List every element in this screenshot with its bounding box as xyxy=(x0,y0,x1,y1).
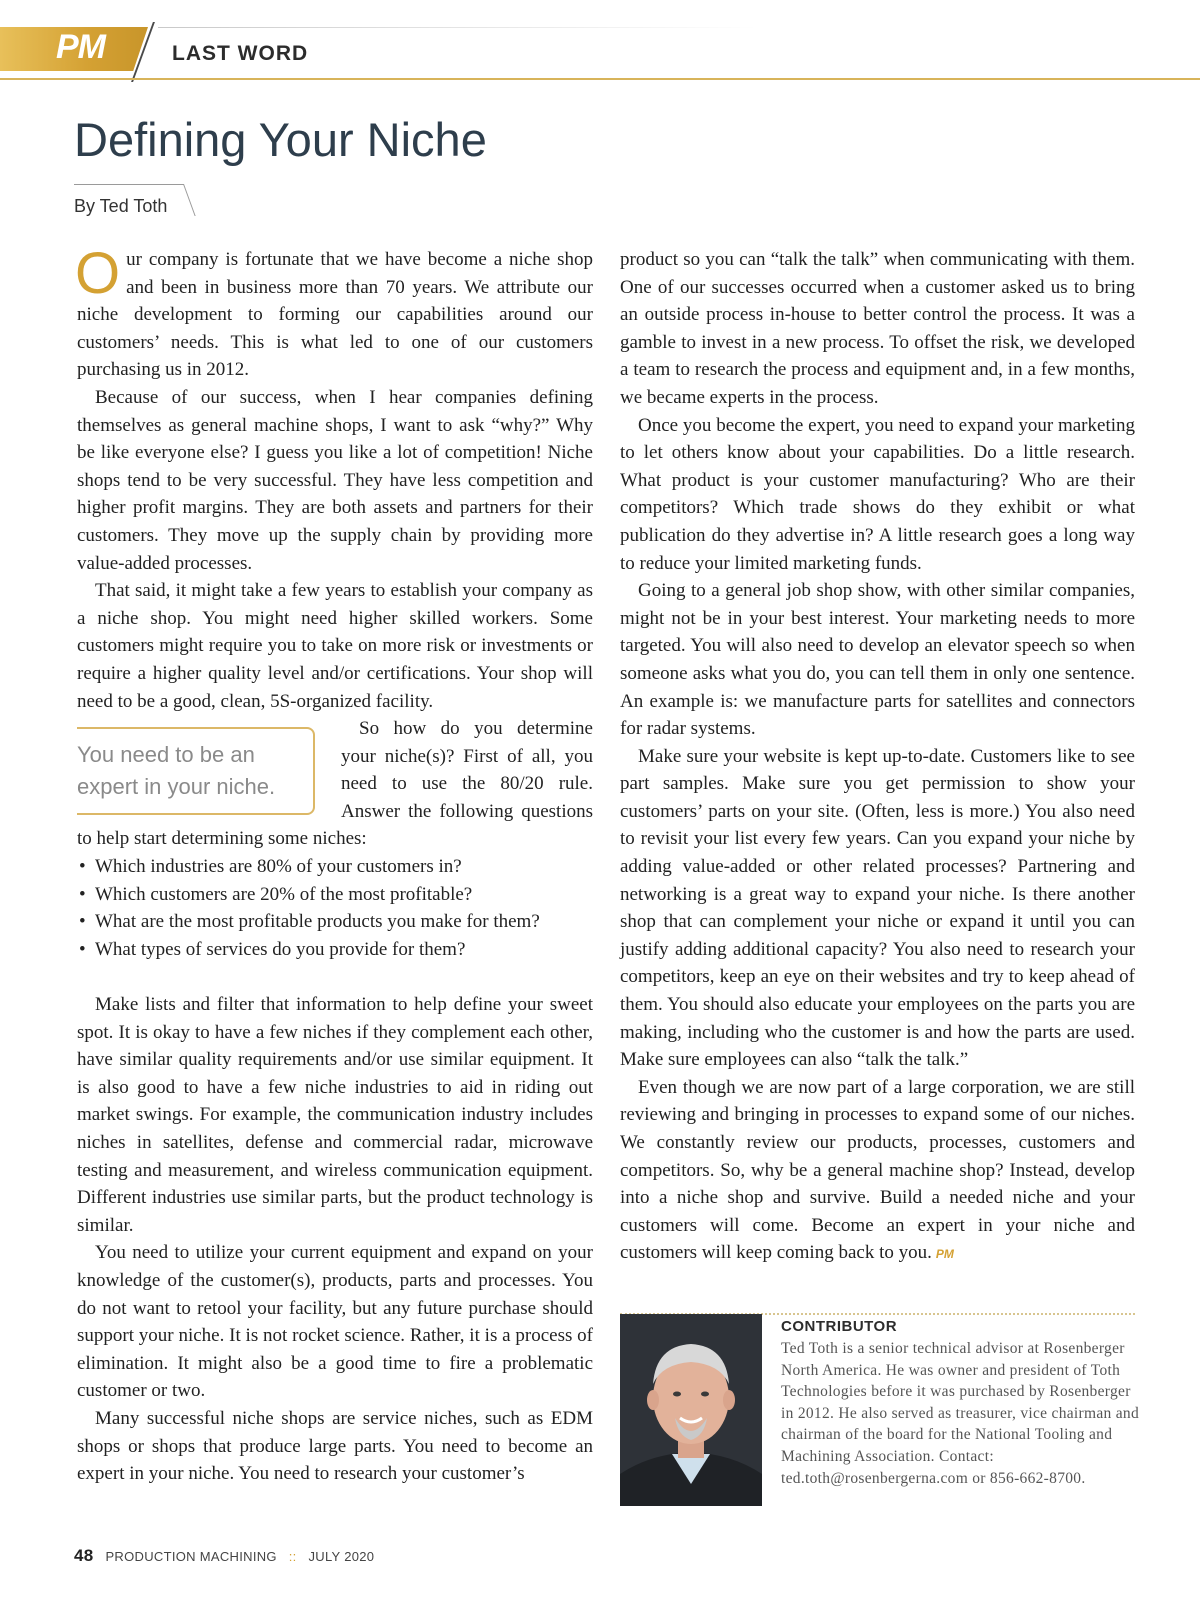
page-header xyxy=(0,0,1200,82)
pull-quote: You need to be an expert in your niche. xyxy=(77,727,315,815)
paragraph: Going to a general job shop show, with other similar companies, might not be in your best interest. Your marketing needs to more targeted. You will also need to develop an elevator speech so when someone asks what you do, you can tell them in only one sentence. An example is: we manufacture parts for satellites and connectors for radar systems. xyxy=(620,580,1135,740)
drop-cap: O xyxy=(75,241,121,306)
paragraph-intro xyxy=(75,241,593,384)
question-list xyxy=(77,853,593,963)
paragraph: So how do you determine your niche(s)? First of all, you need to use the 80/20 rule. Answer the following questions to help start determining some niches: xyxy=(77,718,593,850)
paragraph: Make lists and filter that information to help define your sweet spot. It is okay to have a few niches if they complement each other, have similar quality requirements and/or use similar equipment. It is also good to have a few niche industries to aid in riding out market swings. For example, the communication industry includes niches in satellites, defense and commercial radar, microwave testing and measurement, and wireless communication equipment. Different industries use similar parts, but the product technology is similar. xyxy=(77,994,593,1236)
paragraph-with-pullquote xyxy=(77,577,593,715)
brand-mark: PM xyxy=(56,28,105,66)
contributor-label: CONTRIBUTOR xyxy=(781,1318,898,1335)
issue-date: JULY 2020 xyxy=(308,1549,375,1564)
paragraph-text: Even though we are now part of a large corporation, we are still reviewing and bringing in processes to expand some of our niches. We constantly review our products, processes, customers and competitors. So, why be a general machine shop? Instead, develop into a niche shop and survive. Build a needed niche and your customers will come. Become an expert in your niche and customers will keep coming back to you. xyxy=(620,1076,1135,1264)
section-label: LAST WORD xyxy=(172,42,309,65)
list-item: • Which industries are 80% of your customers in? xyxy=(95,853,593,881)
paragraph-final xyxy=(620,1074,1135,1269)
article-title: Defining Your Niche xyxy=(74,113,487,166)
paragraph-intro-text: ur company is fortunate that we have become a niche shop and been in business more than 70 years. We attribute our niche development to forming our capabilities around our customers’ needs. This is what led to one of our customers purchasing us in 2012. xyxy=(77,249,593,381)
header-top-rule xyxy=(158,27,758,28)
list-item: • Which customers are 20% of the most profitable? xyxy=(95,881,593,909)
publication-name: PRODUCTION MACHINING xyxy=(105,1549,277,1564)
paragraph: Make sure your website is kept up-to-date. Customers like to see part samples. Make sure you get permission to show your customers’ parts on your site. (Often, less is more.) You also need to revisit your list every few years. Can you expand your niche by adding value-added or other related processes? Partnering and networking is a great way to expand your niche. Is there another shop that can complement your niche or expand it until you can justify adding additional capacity? You also need to research your competitors, keep an eye on their websites and try to keep ahead of them. You should also educate your employees on the parts you are making, including who the customer is and how the parts are used. Make sure employees can also “talk the talk.” xyxy=(620,745,1135,1071)
spacer xyxy=(77,963,593,991)
paragraph-text: That said, it might take a few years to establish your company as a niche shop. You might need higher skilled workers. Some customers might require you to take on more risk or investments or require a higher quality level and/or certifications. Your shop will need to be a good, clean, 5S-organized facility. xyxy=(77,580,593,712)
paragraph: Many successful niche shops are service niches, such as EDM shops or shops that produce large parts. You need to become an expert in your niche. You need to research your customer’s xyxy=(77,1407,593,1485)
left-column xyxy=(75,241,593,1488)
footer-separator: :: xyxy=(288,1549,297,1564)
end-mark: PM xyxy=(935,1247,954,1262)
list-item: • What types of services do you provide for them? xyxy=(95,936,593,964)
header-gold-rule xyxy=(0,78,1200,80)
contributor-photo xyxy=(620,1314,762,1506)
page-footer xyxy=(74,1546,374,1566)
contributor-bio: Ted Toth is a senior technical advisor at Rosenberger North America. He was owner and president of Toth Technologies before it was purchased by Rosenberger in 2012. He also served as treasurer, vice chairman and chairman of the board for the National Tooling and Machining Association. Contact: ted.toth@rosenbergerna.com or 856-662-8700. xyxy=(781,1340,1140,1487)
portrait-illustration xyxy=(620,1314,762,1506)
byline-frame-slant xyxy=(183,184,196,216)
paragraph: Once you become the expert, you need to expand your marketing to let others know about your capabilities. Do a little research. What product is your customer manufacturing? Who are their competitors? Which trade shows do they exhibit or what publication do they advertise in? A little research goes a long way to reduce your limited marketing funds. xyxy=(620,414,1135,574)
paragraph: You need to utilize your current equipment and expand on your knowledge of the customer(s), products, parts and processes. You do not want to retool your facility, but any future purchase should support your niche. It is not rocket science. Rather, it is a process of elimination. It might also be a good time to fire a problematic customer or two. xyxy=(77,1242,593,1402)
paragraph: product so you can “talk the talk” when communicating with them. One of our successes occurred when a customer asked us to bring an outside process in-house to better control the process. It was a gamble to invest in a new process. To offset the risk, we developed a team to research the process and equipment and, in a few months, we became experts in the process. xyxy=(620,249,1135,408)
page-number: 48 xyxy=(74,1546,94,1565)
byline: By Ted Toth xyxy=(74,196,168,216)
list-item: • What are the most profitable products you make for them? xyxy=(95,908,593,936)
paragraph: Because of our success, when I hear companies defining themselves as general machine shops, I want to ask “why?” Why be like everyone else? I guess you like a lot of competition! Niche shops tend to be very successful. They have less competition and higher profit margins. They are both assets and partners for their customers. They move up the supply chain by providing more value-added processes. xyxy=(77,386,593,574)
right-column xyxy=(620,246,1135,1269)
